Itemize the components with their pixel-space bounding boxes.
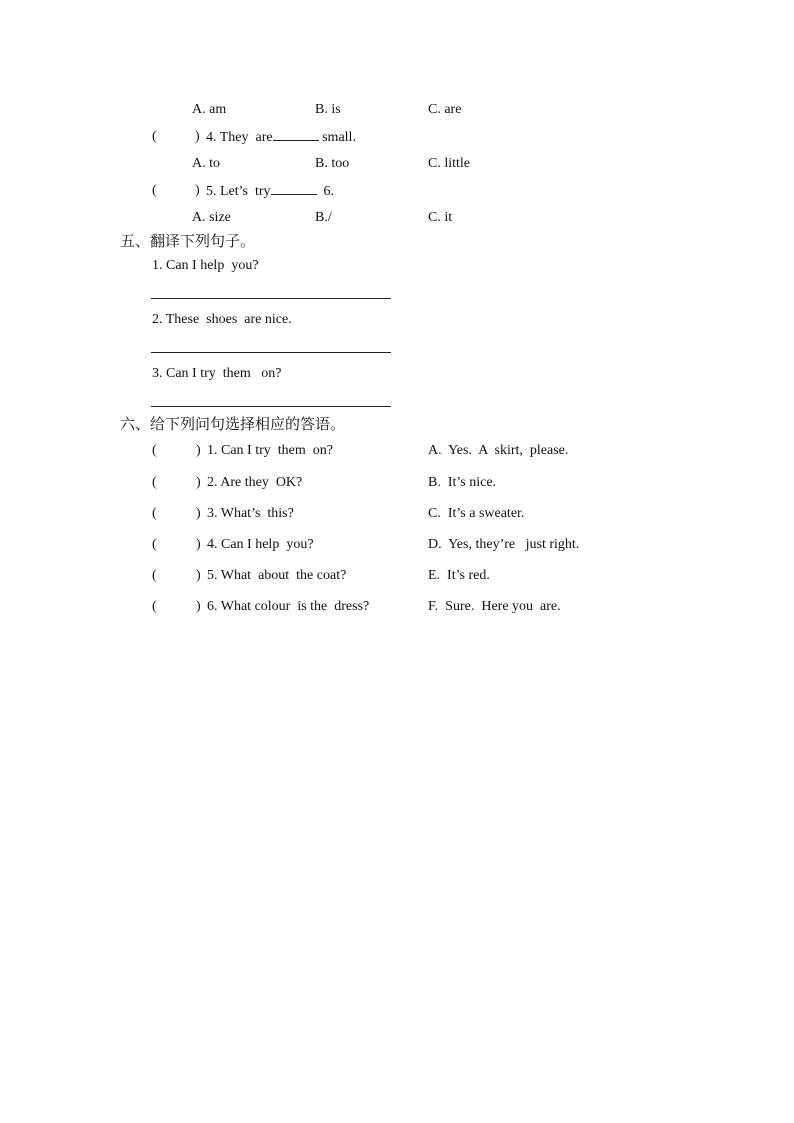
section6-paren-open-2: ( xyxy=(152,475,157,490)
q5-text-before: 5. Let’s try xyxy=(206,184,271,199)
section6-paren-open-6: ( xyxy=(152,599,157,614)
section6-answer-a: A. Yes. A skirt, please. xyxy=(428,443,569,458)
section6-paren-close-6: ) xyxy=(196,599,201,614)
section5-item-1: 1. Can I help you? xyxy=(152,258,259,273)
section6-paren-close-3: ) xyxy=(196,506,201,521)
section6-paren-close-5: ) xyxy=(196,568,201,583)
section6-paren-open-3: ( xyxy=(152,506,157,521)
section6-paren-close-1: ) xyxy=(196,443,201,458)
section5-answer-line-1[interactable] xyxy=(151,298,391,299)
q3-option-b: B. is xyxy=(315,102,341,117)
q5-text-after: 6. xyxy=(316,184,335,199)
section6-paren-close-4: ) xyxy=(196,537,201,552)
section6-paren-open-5: ( xyxy=(152,568,157,583)
q5-question xyxy=(206,182,334,201)
q4-question xyxy=(206,128,356,147)
q4-option-b: B. too xyxy=(315,156,350,171)
section6-question-3: 3. What’s this? xyxy=(207,506,294,521)
section5-item-3: 3. Can I try them on? xyxy=(152,366,282,381)
q4-text-before: 4. They are xyxy=(206,130,273,145)
q5-paren-close: ) xyxy=(195,183,200,198)
q4-answer-blank[interactable] xyxy=(273,128,319,141)
section6-question-2: 2. Are they OK? xyxy=(207,475,303,490)
section6-paren-close-2: ) xyxy=(196,475,201,490)
section6-question-1: 1. Can I try them on? xyxy=(207,443,333,458)
q3-option-c: C. are xyxy=(428,102,462,117)
section6-answer-b: B. It’s nice. xyxy=(428,475,497,490)
q4-text-after: small. xyxy=(318,130,356,145)
q5-option-a: A. size xyxy=(192,210,231,225)
section6-answer-d: D. Yes, they’re just right. xyxy=(428,537,580,552)
section6-heading: 六、给下列问句选择相应的答语。 xyxy=(120,415,346,433)
q4-paren-close: ) xyxy=(195,129,200,144)
section6-answer-e: E. It’s red. xyxy=(428,568,490,583)
q4-option-c: C. little xyxy=(428,156,470,171)
q5-option-c: C. it xyxy=(428,210,453,225)
section6-answer-f: F. Sure. Here you are. xyxy=(428,599,561,614)
q5-answer-blank[interactable] xyxy=(271,182,317,195)
section5-answer-line-3[interactable] xyxy=(151,406,391,407)
section6-paren-open-1: ( xyxy=(152,443,157,458)
section6-question-6: 6. What colour is the dress? xyxy=(207,599,370,614)
section6-question-5: 5. What about the coat? xyxy=(207,568,347,583)
q4-option-a: A. to xyxy=(192,156,220,171)
section5-heading: 五、翻译下列句子。 xyxy=(120,232,256,250)
q5-paren-open: ( xyxy=(152,183,157,198)
section6-answer-c: C. It’s a sweater. xyxy=(428,506,525,521)
section6-paren-open-4: ( xyxy=(152,537,157,552)
q3-option-a: A. am xyxy=(192,102,227,117)
section6-question-4: 4. Can I help you? xyxy=(207,537,314,552)
section5-item-2: 2. These shoes are nice. xyxy=(152,312,292,327)
section5-answer-line-2[interactable] xyxy=(151,352,391,353)
q4-paren-open: ( xyxy=(152,129,157,144)
q5-option-b: B./ xyxy=(315,210,332,225)
